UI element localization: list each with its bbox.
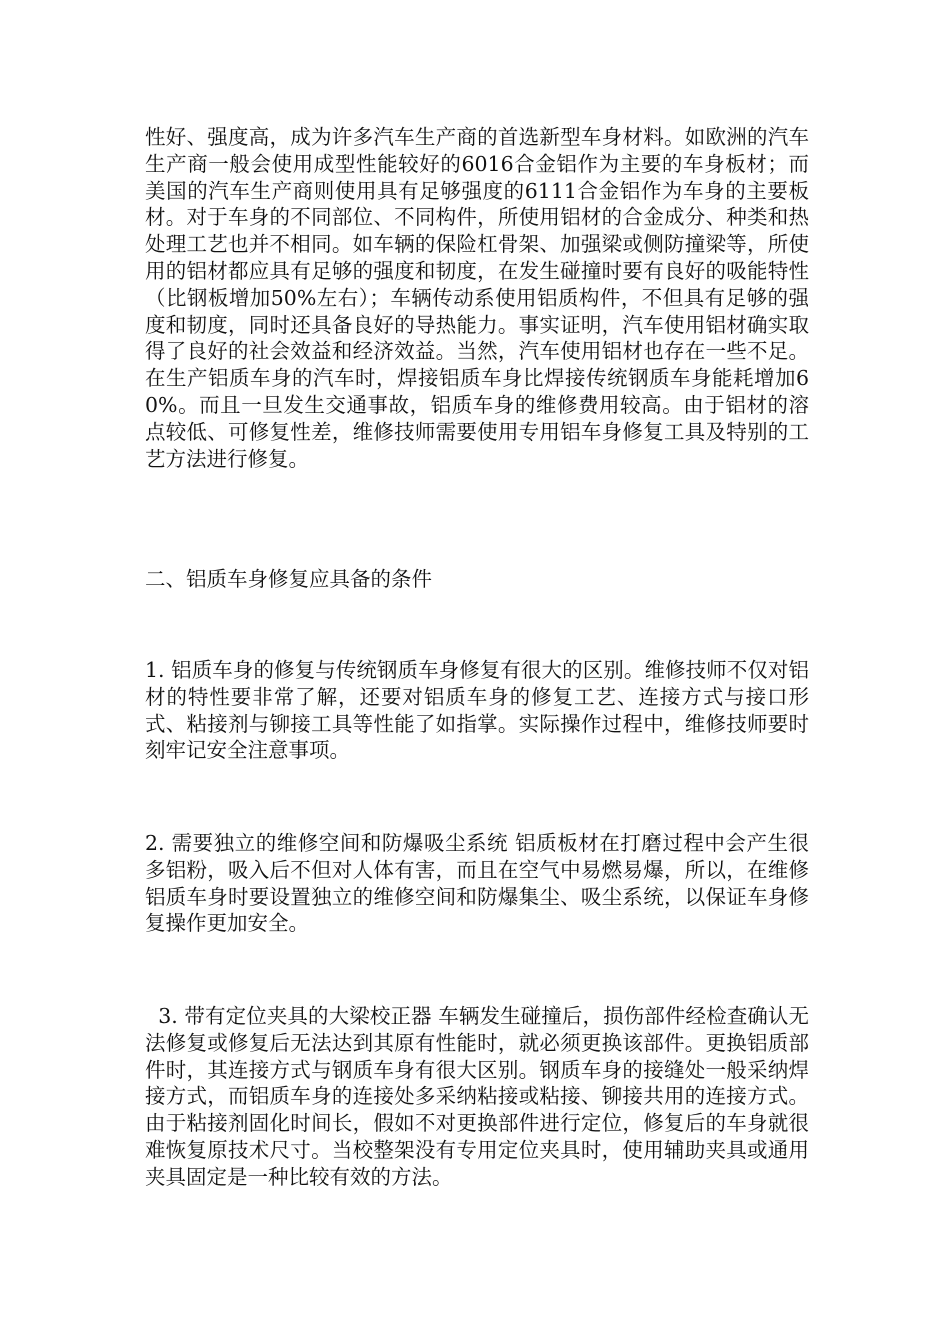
list-item-1: 1. 铝质车身的修复与传统钢质车身修复有很大的区别。维修技师不仅对铝材的特性要非常了解，还要对铝质车身的修复工艺、连接方式与接口形式、粘接剂与铆接工具等性能了如指掌。实际操作过程中，维修技师要时刻牢记安全注意事项。 [145,658,809,763]
list-item-3: 3. 带有定位夹具的大梁校正器 车辆发生碰撞后，损伤部件经检查确认无法修复或修复后无法达到其原有性能时，就必须更换该部件。更换铝质部件时，其连接方式与钢质车身有很大区别。钢质车身的接缝处一般采纳焊接方式，而铝质车身的连接处多采纳粘接或粘接、铆接共用的连接方式。由于粘接剂固化时间长，假如不对更换部件进行定位，修复后的车身就很难恢复原技术尺寸。当校整架没有专用定位夹具时，使用辅助夹具或通用夹具固定是一种比较有效的方法。 [145,1004,809,1189]
section-heading: 二、铝质车身修复应具备的条件 [145,567,432,591]
list-item-2: 2. 需要独立的维修空间和防爆吸尘系统 铝质板材在打磨过程中会产生很多铝粉，吸入后不但对人体有害，而且在空气中易燃易爆，所以，在维修铝质车身时要设置独立的维修空间和防爆集尘、吸尘系统，以保证车身修复操作更加安全。 [145,831,809,936]
intro-paragraph: 性好、强度高，成为许多汽车生产商的首选新型车身材料。如欧洲的汽车生产商一般会使用成型性能较好的6016合金铝作为主要的车身板材；而美国的汽车生产商则使用具有足够强度的6111合金铝作为车身的主要板材。对于车身的不同部位、不同构件，所使用铝材的合金成分、种类和热处理工艺也并不相同。如车辆的保险杠骨架、加强梁或侧防撞梁等，所使用的铝材都应具有足够的强度和韧度，在发生碰撞时要有良好的吸能特性（比钢板增加50%左右）；车辆传动系使用铝质构件，不但具有足够的强度和韧度，同时还具备良好的导热能力。事实证明，汽车使用铝材确实取得了良好的社会效益和经济效益。当然，汽车使用铝材也存在一些不足。在生产铝质车身的汽车时，焊接铝质车身比焊接传统钢质车身能耗增加60%。而且一旦发生交通事故，铝质车身的维修费用较高。由于铝材的溶点较低、可修复性差，维修技师需要使用专用铝车身修复工具及特别的工艺方法进行修复。 [145,125,809,471]
